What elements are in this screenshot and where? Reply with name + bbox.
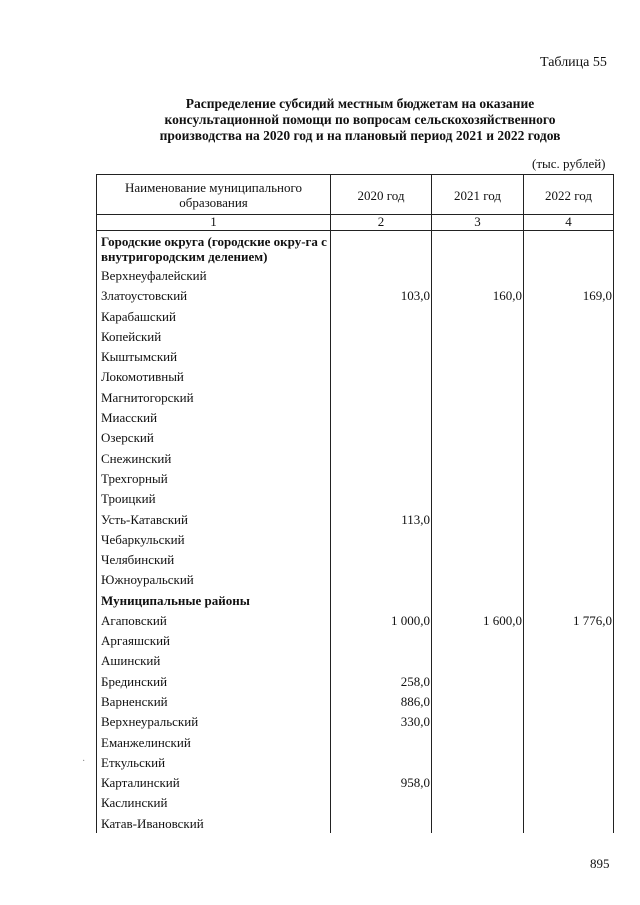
municipality-name: Варненский	[101, 693, 168, 709]
municipality-name: Златоустовский	[101, 288, 188, 304]
table-row	[97, 672, 613, 692]
table-row	[97, 712, 613, 732]
municipality-name: Карабашский	[101, 308, 176, 324]
municipality-name: Еманжелинский	[101, 734, 191, 750]
municipality-name: Аргаяшский	[101, 633, 170, 649]
table-number: Таблица 55	[540, 55, 607, 70]
municipality-name: Агаповский	[101, 612, 167, 628]
table-row	[97, 814, 613, 834]
municipality-name: Миасский	[101, 410, 158, 426]
header-2021: 2021 год	[454, 187, 501, 203]
header-name: Наименование муниципального образования	[124, 180, 303, 210]
table-row	[97, 286, 613, 306]
municipality-name: Трехгорный	[101, 470, 168, 486]
municipality-name: Верхнеуральский	[101, 714, 199, 730]
value-2020: 886,0	[400, 693, 430, 709]
table-row	[97, 307, 613, 327]
section-heading	[97, 591, 613, 611]
units-label: (тыс. рублей)	[532, 156, 606, 171]
table-row	[97, 327, 613, 347]
value-2022: 169,0	[582, 288, 612, 304]
section-heading	[97, 232, 613, 266]
municipality-name: Верхнеуфалейский	[101, 268, 207, 283]
municipality-name: Еткульский	[101, 754, 166, 770]
column-number-1: 1	[210, 214, 217, 229]
municipality-name: Ашинский	[101, 653, 161, 669]
document-title: Распределение субсидий местным бюджетам на оказание консультационной помощи по вопросам сельскохозяйственного производства на 2020 год и на плановый период 2021 и 2022 годов	[159, 96, 561, 143]
municipality-name: Чебаркульский	[101, 531, 185, 547]
municipality-name: Копейский	[101, 328, 162, 344]
municipality-name: Локомотивный	[101, 369, 184, 385]
municipality-name: Кыштымский	[101, 349, 178, 365]
table-row	[97, 489, 613, 509]
table-row	[97, 510, 613, 530]
table-row	[97, 733, 613, 753]
table-row	[97, 631, 613, 651]
table-row	[97, 550, 613, 570]
municipality-name: Катав-Ивановский	[101, 815, 204, 831]
table-row	[97, 530, 613, 550]
municipality-name: Озерский	[101, 430, 154, 446]
table-row	[97, 388, 613, 408]
table-row	[97, 773, 613, 793]
table-row	[97, 347, 613, 367]
municipality-name: Усть-Катавский	[101, 511, 188, 527]
margin-mark: ·	[82, 756, 86, 767]
table-body	[97, 232, 613, 834]
column-number-4: 4	[565, 214, 572, 229]
table-row	[97, 408, 613, 428]
value-2020: 958,0	[400, 775, 430, 791]
municipality-name: Троицкий	[101, 491, 156, 507]
table-row	[97, 428, 613, 448]
table-row	[97, 449, 613, 469]
value-2021: 160,0	[492, 288, 522, 304]
table-row	[97, 692, 613, 712]
value-2021: 1 600,0	[483, 612, 522, 628]
municipality-name: Брединский	[101, 673, 168, 689]
table-row	[97, 611, 613, 631]
section-heading-text: Городские округа (городские окру-га с внутригородским делением)	[101, 234, 327, 264]
value-2022: 1 776,0	[573, 612, 612, 628]
header-2020: 2020 год	[357, 187, 405, 203]
page-number: 895	[590, 856, 610, 871]
municipality-name: Челябинский	[101, 552, 175, 568]
municipality-name: Магнитогорский	[101, 389, 194, 405]
section-heading-text: Муниципальные районы	[101, 592, 250, 608]
value-2020: 113,0	[401, 511, 430, 527]
value-2020: 330,0	[400, 714, 430, 730]
table-row	[97, 367, 613, 387]
municipality-name: Южноуральский	[101, 572, 194, 588]
table-row	[97, 570, 613, 590]
subsidy-table	[96, 174, 614, 833]
municipality-name: Снежинский	[101, 450, 172, 466]
header-2022: 2022 год	[545, 187, 592, 203]
municipality-name: Карталинский	[101, 775, 180, 791]
table-row	[97, 793, 613, 813]
table-row	[97, 753, 613, 773]
table-row	[97, 266, 613, 286]
value-2020: 258,0	[400, 673, 430, 689]
table-row	[97, 469, 613, 489]
column-number-3: 3	[474, 214, 481, 229]
table-row	[97, 651, 613, 671]
column-number-2: 2	[377, 214, 385, 229]
municipality-name: Каслинский	[101, 795, 168, 811]
value-2020: 103,0	[400, 288, 430, 304]
value-2020: 1 000,0	[391, 612, 430, 628]
